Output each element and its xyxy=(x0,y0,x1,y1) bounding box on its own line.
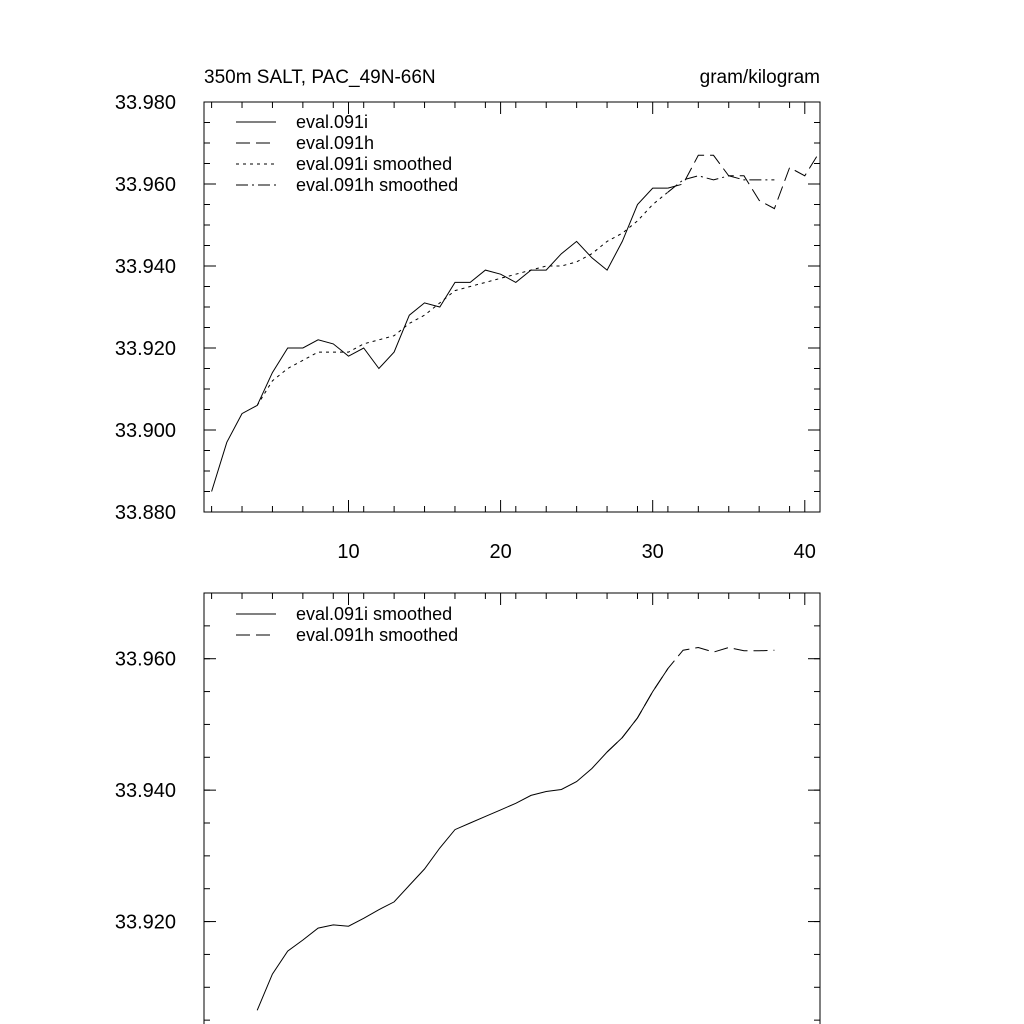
y-tick-label: 33.920 xyxy=(114,911,176,934)
x-tick-label: 20 xyxy=(489,541,512,563)
x-tick-label: 40 xyxy=(793,541,816,563)
legend-label-2: eval.091i smoothed xyxy=(296,154,453,174)
top-legend xyxy=(236,112,458,195)
bottom-panel xyxy=(115,593,820,1024)
series-line-2 xyxy=(257,192,668,405)
legend-label-1: eval.091h xyxy=(296,133,375,153)
x-tick-label: 10 xyxy=(337,541,360,563)
bottom-series-lines xyxy=(257,648,774,1011)
series-line-3 xyxy=(668,176,775,192)
legend-label-1: eval.091h smoothed xyxy=(296,625,459,645)
series-line-0 xyxy=(257,669,668,1011)
y-tick-label: 33.900 xyxy=(114,420,176,442)
y-tick-label: 33.920 xyxy=(114,338,176,360)
legend-label-3: eval.091h smoothed xyxy=(296,175,459,195)
legend-label-0: eval.091i smoothed xyxy=(296,604,453,624)
bottom-ticks xyxy=(115,593,820,1024)
series-line-0 xyxy=(212,188,668,491)
top-ticks xyxy=(115,92,820,563)
x-tick-label: 30 xyxy=(641,541,664,563)
y-tick-label: 33.960 xyxy=(114,174,176,196)
y-tick-label: 33.980 xyxy=(114,92,176,114)
y-tick-label: 33.880 xyxy=(114,502,176,524)
top-series-lines xyxy=(212,151,820,491)
legend-label-0: eval.091i xyxy=(296,112,369,132)
top-title-left: 350m SALT, PAC_49N-66N xyxy=(204,67,436,88)
y-tick-label: 33.940 xyxy=(114,780,176,803)
bottom-legend xyxy=(236,604,458,645)
bottom-plot-frame xyxy=(204,593,820,1024)
series-line-1 xyxy=(607,648,774,753)
y-tick-label: 33.940 xyxy=(114,256,176,278)
top-panel xyxy=(115,67,820,563)
y-tick-label: 33.960 xyxy=(114,648,176,671)
top-title-right: gram/kilogram xyxy=(699,67,820,88)
